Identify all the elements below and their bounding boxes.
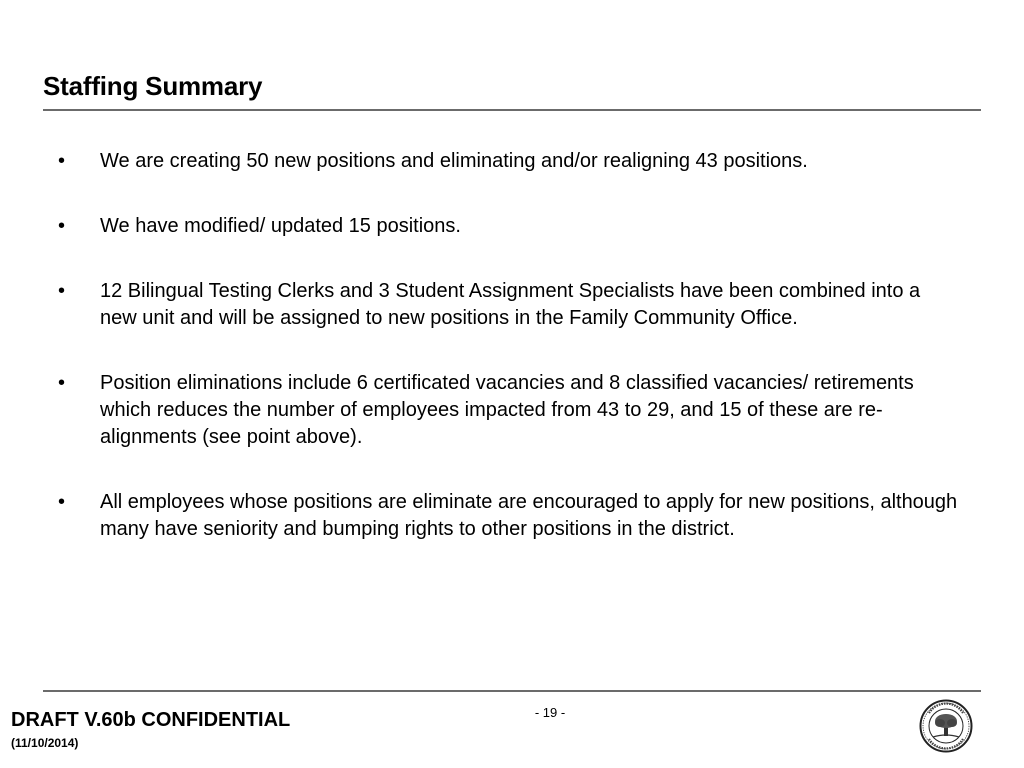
bullet-item <box>58 370 958 451</box>
bullet-item <box>58 213 958 240</box>
bullet-item <box>58 489 958 543</box>
draft-label: DRAFT V.60b CONFIDENTIAL <box>11 709 291 731</box>
draft-date: (11/10/2014) <box>11 736 79 750</box>
bullet-text: We are creating 50 new positions and eliminating and/or realigning 43 positions. <box>100 150 808 172</box>
bullet-marker: • <box>58 372 66 394</box>
bullet-item <box>58 148 958 175</box>
bullet-list <box>58 148 958 581</box>
bullet-marker: • <box>58 215 66 237</box>
bullet-marker: • <box>58 280 66 302</box>
bullet-text: We have modified/ updated 15 positions. <box>100 215 461 237</box>
bullet-item <box>58 278 958 332</box>
title-divider <box>43 109 981 111</box>
bullet-marker: • <box>58 150 66 172</box>
bullet-text: All employees whose positions are eliminate are encouraged to apply for new positions, although many have seniority and bumping rights to other positions in the district. <box>100 491 958 540</box>
bullet-text: 12 Bilingual Testing Clerks and 3 Student Assignment Specialists have been combined into a new unit and will be assigned to new positions in the Family Community Office. <box>100 280 921 329</box>
bullet-marker: • <box>58 491 66 513</box>
district-seal-icon <box>919 699 973 753</box>
slide-title: Staffing Summary <box>43 71 263 101</box>
footer-divider <box>43 690 981 692</box>
page-number: - 19 - <box>534 705 566 720</box>
bullet-text: Position eliminations include 6 certificated vacancies and 8 classified vacancies/ retirements which reduces the number of employees impacted from 43 to 29, and 15 of these are re-alignments (see point above). <box>100 372 914 448</box>
